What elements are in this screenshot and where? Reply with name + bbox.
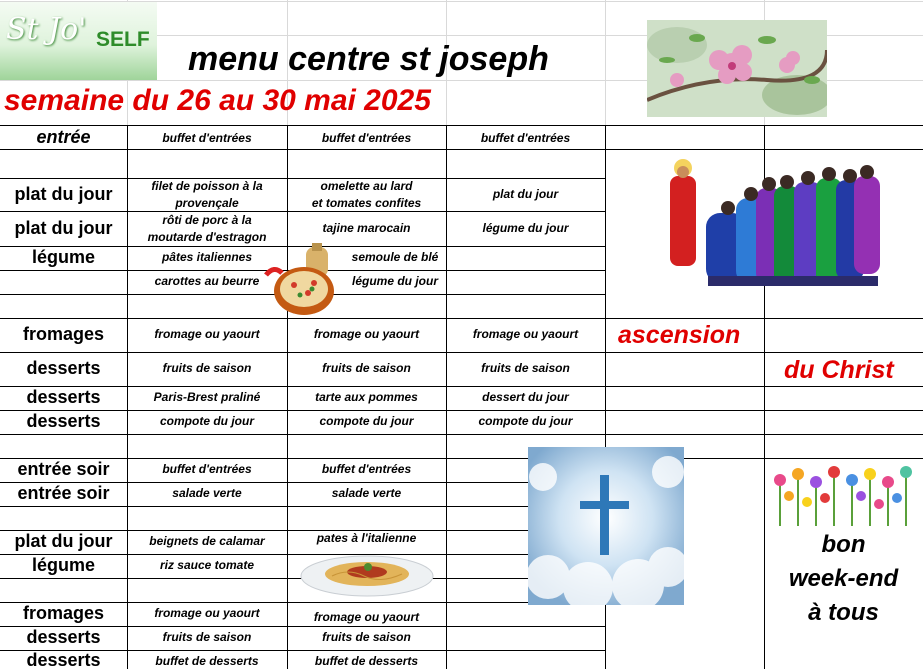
menu-cell: carottes au beurre (154, 274, 260, 288)
menu-cell: fruits de saison (322, 361, 411, 375)
weekend-greeting-line: week-end (788, 565, 899, 592)
menu-cell: semoule de blé (351, 250, 439, 264)
menu-cell: pâtes italiennes (161, 250, 253, 264)
menu-cell: fruits de saison (162, 630, 252, 644)
menu-cell: buffet d'entrées (321, 462, 412, 476)
row-label-desserts: desserts (26, 411, 101, 431)
menu-cell: fromage ou yaourt (154, 327, 260, 341)
row-label-desserts: desserts (26, 358, 101, 378)
menu-cell: pates à l'italienne (316, 531, 417, 545)
menu-cell: compote du jour (319, 414, 414, 428)
flower-branch-photo (647, 20, 827, 117)
menu-cell: beignets de calamar (149, 534, 265, 548)
menu-cell: buffet d'entrées (162, 462, 252, 476)
page-title: menu centre st joseph (188, 40, 549, 78)
row-label-entree-soir: entrée soir (17, 459, 110, 479)
st-jo-self-logo: St Jo' SELF (0, 2, 157, 80)
holiday-text-ascension: ascension (618, 321, 741, 349)
menu-cell: buffet d'entrées (480, 131, 571, 145)
menu-cell: Paris-Brest praliné (153, 390, 261, 404)
row-label-desserts: desserts (26, 387, 101, 407)
menu-cell: riz sauce tomate (159, 558, 255, 572)
menu-cell: filet de poisson à la (151, 179, 263, 193)
holiday-text-du-christ: du Christ (784, 356, 894, 384)
menu-cell: buffet de desserts (155, 654, 259, 668)
row-label-legume: légume (31, 555, 96, 575)
menu-cell: fruits de saison (322, 630, 411, 644)
menu-cell: fruits de saison (162, 361, 252, 375)
menu-cell: tarte aux pommes (315, 390, 418, 404)
menu-cell: salade verte (331, 486, 402, 500)
menu-cell: buffet d'entrées (321, 131, 412, 145)
row-label-desserts: desserts (26, 650, 101, 670)
menu-cell: compote du jour (160, 414, 254, 428)
menu-cell: plat du jour (492, 187, 559, 201)
menu-cell: rôti de porc à la (162, 213, 252, 227)
menu-cell: buffet d'entrées (162, 131, 252, 145)
row-label-entree: entrée (36, 127, 91, 147)
row-label-plat-du-jour: plat du jour (14, 531, 113, 551)
weekend-greeting-line: bon (821, 531, 866, 558)
menu-cell: fromage ou yaourt (313, 327, 420, 341)
row-label-plat-du-jour: plat du jour (14, 184, 113, 204)
row-label-desserts: desserts (26, 627, 101, 647)
menu-cell: provençale (175, 196, 239, 210)
menu-cell: compote du jour (478, 414, 573, 428)
week-title: semaine du 26 au 30 mai 2025 (4, 84, 431, 117)
row-label-legume: légume (31, 247, 96, 267)
spaghetti-plate-photo (298, 552, 436, 598)
row-label-fromages: fromages (22, 324, 105, 344)
menu-cell: légume du jour (351, 274, 438, 288)
menu-cell: omelette au lard (320, 179, 413, 193)
menu-cell: dessert du jour (482, 390, 569, 404)
weekend-greeting-line: à tous (808, 599, 879, 626)
row-label-entree-soir: entrée soir (17, 483, 110, 503)
menu-cell: fromage ou yaourt (472, 327, 579, 341)
menu-cell: et tomates confites (311, 196, 422, 210)
row-label-plat-du-jour: plat du jour (14, 218, 113, 238)
flower-border-image (770, 462, 918, 526)
row-label-fromages: fromages (22, 603, 105, 623)
menu-cell: légume du jour (482, 221, 569, 235)
menu-cell: fromage ou yaourt (313, 610, 420, 624)
menu-cell: buffet de desserts (314, 654, 419, 668)
sky-cross-image (528, 447, 684, 605)
menu-cell: fruits de saison (481, 361, 570, 375)
apostles-illustration (648, 158, 884, 294)
menu-cell: moutarde d'estragon (147, 230, 267, 244)
menu-cell: fromage ou yaourt (154, 606, 260, 620)
menu-cell: salade verte (172, 486, 242, 500)
menu-cell: tajine marocain (322, 221, 411, 235)
